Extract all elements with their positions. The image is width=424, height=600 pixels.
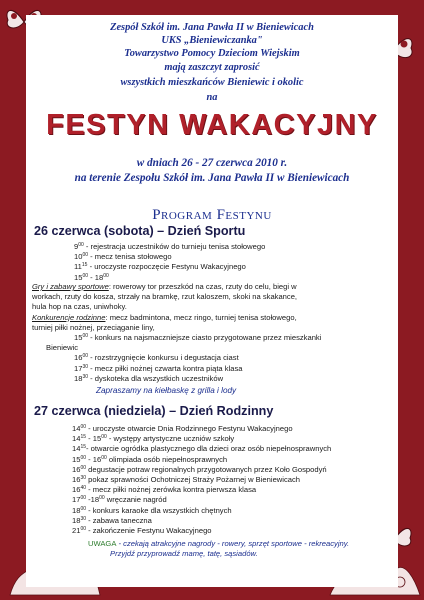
note-line: Przyjdź przyprowadź mamę, tatę, sąsiadów.	[110, 549, 258, 559]
family-line: turniej piłki nożnej, przeciąganie liny,	[32, 322, 155, 332]
festival-dates: w dniach 26 - 27 czerwca 2010 r.	[136, 157, 288, 169]
games-line: workach, rzuty do kosza, strzały na bramkę, rzut kaloszem, skoki na skakance,	[32, 292, 298, 302]
invite-line: mają zaszczyt zaprosić	[164, 62, 260, 73]
organizer-club: UKS „Bieniewiczanka"	[161, 35, 263, 46]
schedule-item: $14^{15} - 15^{00}$ - występy artystyczne uczniów szkoły	[72, 434, 235, 444]
invite-audience: wszystkich mieszkańców Bieniewic i okolic	[120, 77, 304, 88]
schedule-item: $17^{30}$ - mecz piłki nożnej czwarta kontra piąta klasa	[74, 363, 243, 373]
invite-na: na	[206, 92, 218, 103]
games-line: Gry i zabawy sportowe: rowerowy tor przeszkód na czas, rzuty do celu, biegi w	[32, 282, 297, 291]
program-title: Program Festynu	[152, 207, 272, 223]
schedule-item: $17^{00}$ $-18^{00}$ wręczanie nagród	[72, 495, 167, 505]
note-line: UWAGA - czekają atrakcyjne nagrody - rowery, sprzęt sportowe - rekreacyjny.	[88, 539, 350, 548]
schedule-item: $15^{00} - 16^{00}$ olimpiada osób niepełnosprawnych	[72, 454, 228, 464]
schedule-item: $16^{30}$ pokaz sprawności Ochotniczej Straży Pożarnej w Bieniewicach	[72, 475, 301, 485]
schedule-item: Bieniewic	[46, 343, 79, 353]
day2-heading: 27 czerwca (niedziela) – Dzień Rodzinny	[34, 404, 274, 418]
family-line: Konkurencje rodzinne: mecz badmintona, mecz ringo, turniej tenisa stołowego,	[32, 312, 297, 322]
day1-heading: 26 czerwca (sobota) – Dzień Sportu	[34, 224, 246, 238]
schedule-item: $21^{00}$ - zakończenie Festynu Wakacyjnego	[72, 526, 212, 536]
schedule-item: $16^{00}$ degustacje potraw regionalnych przygotowanych przez Koło Gospodyń	[72, 464, 327, 474]
festival-title: FESTYN WAKACYJNY	[46, 109, 378, 141]
organizer-society: Towarzystwo Pomocy Dzieciom Wiejskim	[124, 48, 300, 59]
schedule-item: $11^{15}$ - uroczyste rozpoczęcie Festynu Wakacyjnego	[74, 262, 246, 272]
grill-invitation: Zapraszamy na kiełbaskę z grilla i lody	[96, 386, 237, 395]
schedule-item: $9^{00}$ - rejestracja uczestników do turnieju tenisa stołowego	[74, 242, 266, 251]
festival-venue: na terenie Zespołu Szkół im. Jana Pawła II w Bieniewicach	[74, 172, 350, 184]
schedule-item: $18^{30}$ - zabawa taneczna	[72, 515, 152, 525]
day1-schedule-2	[46, 333, 321, 384]
schedule-item: $15^{00}$ - konkurs na najsmaczniejsze ciasto przygotowane przez mieszkanki	[74, 333, 322, 342]
organizer-school: Zespół Szkół im. Jana Pawła II w Bieniewicach	[110, 22, 314, 33]
schedule-item: $18^{30}$ - dyskoteka dla wszystkich uczestników	[74, 373, 224, 383]
poster-content	[26, 15, 398, 587]
day2-schedule	[72, 424, 331, 536]
day1-activities	[32, 282, 297, 333]
schedule-item: $14^{15}-$ otwarcie ogródka plastycznego dla dzieci oraz osób niepełnosprawnych	[72, 444, 332, 454]
prize-note	[88, 539, 349, 559]
schedule-item: $16^{00}$ - rozstrzygnięcie konkursu i degustacja ciast	[74, 353, 239, 363]
schedule-item: $14^{00}$ - uroczyste otwarcie Dnia Rodzinnego Festynu Wakacyjnego	[72, 424, 293, 433]
games-line: hula hop na czas, uniwhoky.	[32, 302, 127, 312]
schedule-item: $10^{00}$ - mecz tenisa stołowego	[74, 252, 172, 262]
day1-schedule	[74, 242, 265, 283]
schedule-item: $18^{00}$ - konkurs karaoke dla wszystkich chętnych	[72, 505, 232, 515]
schedule-item: $15^{00} - 18^{00}$	[74, 272, 109, 282]
schedule-item: $16^{40}$ - mecz piłki nożnej zerówka kontra pierwsza klasa	[72, 485, 257, 495]
